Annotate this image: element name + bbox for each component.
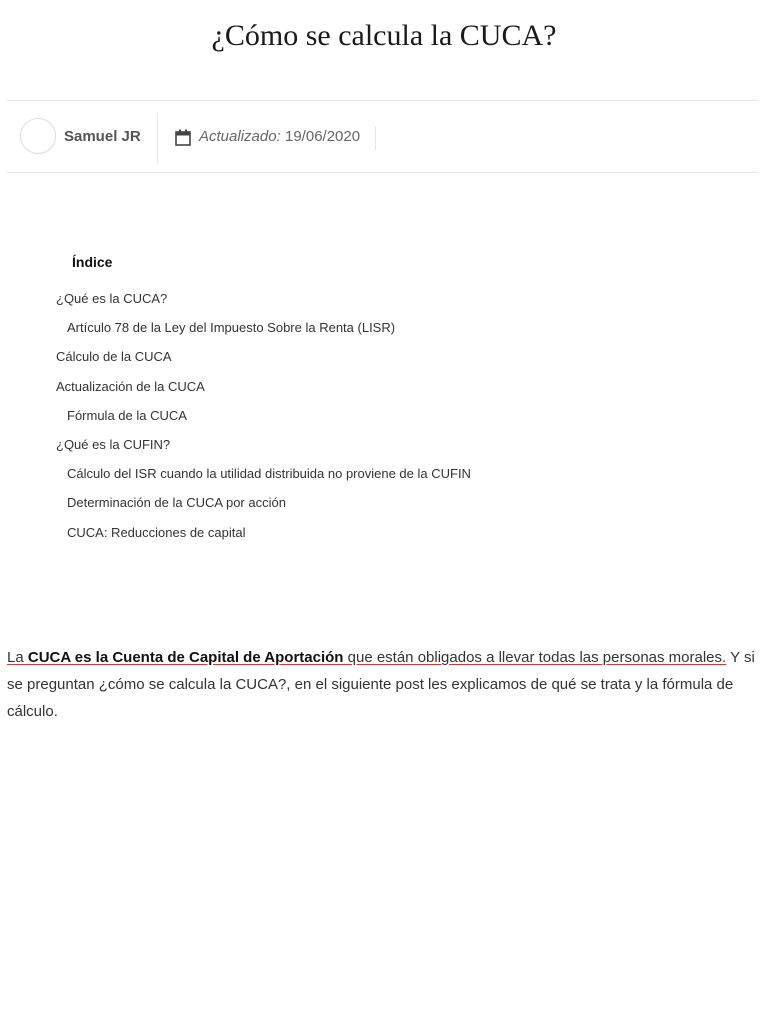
toc-item[interactable]: Fórmula de la CUCA	[67, 407, 187, 423]
toc-item[interactable]: Cálculo de la CUCA	[56, 349, 172, 365]
page-title: ¿Cómo se calcula la CUCA?	[211, 19, 557, 52]
meta-divider	[375, 126, 376, 150]
toc-list	[56, 284, 656, 547]
link-bold-text: CUCA es la Cuenta de Capital de Aportación	[27, 649, 344, 666]
toc-item[interactable]: CUCA: Reducciones de capital	[67, 524, 246, 540]
table-of-contents	[56, 252, 656, 547]
toc-item[interactable]: Determinación de la CUCA por acción	[67, 495, 286, 511]
article-meta-bar	[7, 100, 758, 173]
link-prefix: La	[7, 649, 28, 666]
toc-item[interactable]: ¿Qué es la CUCA?	[56, 291, 168, 306]
intro-rest-text: Y si se preguntan ¿cómo se calcula la CUCA?, en el siguiente post les explicamos de qué se trata y la fórmula de cálculo.	[7, 649, 755, 720]
toc-heading: Índice	[72, 254, 113, 270]
toc-item[interactable]: Cálculo del ISR cuando la utilidad distribuida no proviene de la CUFIN	[67, 466, 471, 482]
cuca-definition-link[interactable]	[7, 649, 726, 666]
updated-label: Actualizado:	[199, 128, 281, 145]
toc-item[interactable]: Artículo 78 de la Ley del Impuesto Sobre la Renta (LISR)	[67, 320, 396, 336]
meta-divider	[157, 113, 158, 163]
calendar-icon	[175, 129, 191, 146]
intro-paragraph	[7, 644, 757, 725]
toc-item[interactable]: Actualización de la CUCA	[56, 378, 205, 394]
author-name[interactable]: Samuel JR	[64, 128, 141, 145]
toc-item[interactable]: ¿Qué es la CUFIN?	[56, 436, 171, 452]
author-avatar[interactable]	[20, 118, 56, 154]
link-suffix: que están obligados a llevar todas las personas morales.	[343, 649, 727, 666]
updated-date: 19/06/2020	[285, 128, 361, 145]
